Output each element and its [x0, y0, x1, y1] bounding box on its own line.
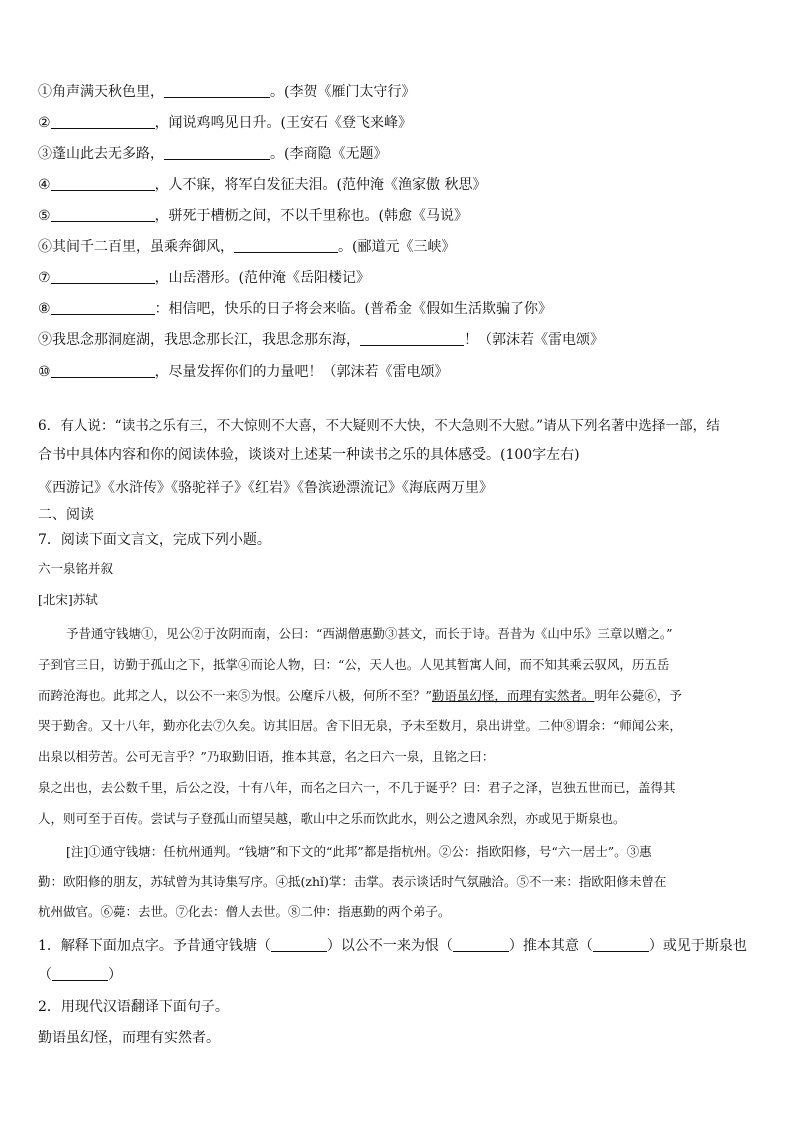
- answer-blank[interactable]: [51, 269, 155, 284]
- poem-line-3: [38, 144, 764, 164]
- answer-blank[interactable]: [234, 238, 338, 253]
- passage-line: 泉之出也，去公数千里，后公之没，十有八年，而名之曰六一，不几于诞乎？曰：君子之泽，岂独五世而已，盖得其: [38, 780, 676, 795]
- subq1-text: ）: [108, 967, 122, 983]
- passage-line: 出泉以相劳苦。公可无言乎？”乃取勤旧语，推本其意，名之曰六一泉，且铭之曰：: [38, 749, 495, 764]
- poem-line-6: [38, 237, 764, 257]
- passage-text: 而跨沧海也。此邦之人，以公不一来⑤为恨。公麾斥八极，何所不至？”: [38, 688, 432, 703]
- subq1-text: （: [38, 967, 52, 983]
- answer-blank[interactable]: [51, 114, 155, 129]
- poem-text: ⑩: [38, 364, 51, 380]
- poem-source: ，人不寐，将军白发征夫泪。(范仲淹《渔家傲 秋思》: [154, 177, 487, 193]
- poem-text: ①角声满天秋色里，: [38, 84, 164, 100]
- poem-source: ！（郭沫若《雷电颂》: [464, 332, 604, 348]
- passage-title: 六一泉铭并叙: [38, 561, 114, 576]
- answer-blank[interactable]: [52, 966, 108, 981]
- poem-line-8: [38, 299, 764, 319]
- subq2-sentence: 勤语虽幻怪，而理有实然者。: [38, 1030, 220, 1046]
- subq1-text: 1．解释下面加点字。予昔通守钱塘（: [38, 938, 271, 954]
- poem-source: 。(李商隐《无题》: [270, 146, 388, 162]
- poem-source: ，尽量发挥你们的力量吧！（郭沫若《雷电颂》: [154, 364, 449, 380]
- note-line: [注]①通守钱塘：任杭州通判。“钱塘”和下文的“此邦”都是指杭州。②公：指欧阳修，号“六一居士”。③惠: [66, 844, 652, 859]
- poem-text: ②: [38, 115, 51, 131]
- subq1-text: ）或见于斯泉也: [648, 938, 747, 954]
- poem-text: ⑦: [38, 270, 51, 286]
- passage-text: 明年公薨⑥，予: [594, 688, 682, 703]
- poem-source: ，闻说鸡鸣见日升。(王安石《登飞来峰》: [154, 115, 413, 131]
- section-heading: 二、阅读: [38, 507, 94, 523]
- answer-blank[interactable]: [271, 937, 327, 952]
- answer-blank[interactable]: [593, 937, 649, 952]
- passage-line: 人，则可至于百传。尝试与子登孤山而望吴越，歌山中之乐而饮此水，则公之遗风余烈，亦或见于斯泉也。: [38, 811, 626, 826]
- poem-line-4: [38, 175, 764, 195]
- answer-blank[interactable]: [51, 176, 155, 191]
- subq1-line-2: [38, 965, 764, 985]
- answer-blank[interactable]: [164, 145, 270, 160]
- poem-text: ⑤: [38, 208, 51, 224]
- poem-text: ③蓬山此去无多路，: [38, 146, 164, 162]
- passage-line: 哭于勤舍。又十八年，勤亦化去⑦久矣。访其旧居。舍下旧无泉，予未至数月，泉出讲堂。二仲⑧谓余：“师闻公来，: [38, 718, 682, 733]
- subq1-line-1: [38, 936, 764, 956]
- answer-blank[interactable]: [51, 207, 155, 222]
- poem-source: 。(郦道元《三峡》: [338, 239, 456, 255]
- q7-instruction: 7．阅读下面文言文，完成下列小题。: [38, 532, 271, 548]
- poem-source: ：相信吧，快乐的日子将会来临。(普希金《假如生活欺骗了你》: [154, 301, 553, 317]
- answer-blank[interactable]: [453, 937, 509, 952]
- poem-line-2: [38, 113, 764, 133]
- subq1-text: ）以公不一来为恨（: [326, 938, 453, 954]
- poem-text: ⑥其间千二百里，虽乘奔御风，: [38, 239, 234, 255]
- poem-source: ，山岳潜形。(范仲淹《岳阳楼记》: [154, 270, 371, 286]
- q6-books: 《西游记》《水浒传》《骆驼祥子》《红岩》《鲁滨逊漂流记》《海底两万里》: [38, 480, 493, 496]
- note-line: 杭州做官。⑥薨：去世。⑦化去：僧人去世。⑧二仲：指惠勤的两个弟子。: [38, 904, 451, 919]
- answer-blank[interactable]: [51, 363, 155, 378]
- poem-line-5: [38, 206, 764, 226]
- q6-line-1: 6．有人说：“读书之乐有三，不大惊则不大喜，不大疑则不大快，不大急则不大慰。”请从下列名著中选择一部，结: [38, 418, 720, 434]
- passage-line: [38, 686, 764, 706]
- subq2-question: 2．用现代汉语翻译下面句子。: [38, 999, 229, 1015]
- answer-blank[interactable]: [51, 300, 155, 315]
- poem-text: ⑨我思念那洞庭湖，我思念那长江，我思念那东海，: [38, 332, 360, 348]
- poem-line-9: [38, 330, 764, 350]
- q6-line-2: 合书中具体内容和你的阅读体验，谈谈对上述某一种读书之乐的具体感受。(100字左右): [38, 447, 580, 463]
- passage-line: 子到官三日，访勤于孤山之下，抵掌④而论人物，曰：“公，天人也。人见其暂寓人间，而不知其乘云驭风，历五岳: [38, 657, 670, 672]
- note-line: 勤：欧阳修的朋友，苏轼曾为其诗集写序。④抵(zhǐ)掌：击掌。表示谈话时气氛融洽。⑤不一来：指欧阳修未曾在: [38, 874, 667, 889]
- underlined-sentence: 勤语虽幻怪，而理有实然者。: [431, 688, 595, 703]
- answer-blank[interactable]: [360, 331, 464, 346]
- passage-author: [北宋]苏轼: [38, 592, 98, 607]
- passage-line: 予昔通守钱塘①，见公②于汝阴而南，公曰：“西湖僧惠勤③甚文，而长于诗。吾昔为《山中乐》三章以赠之。”: [66, 626, 673, 641]
- poem-text: ⑧: [38, 301, 51, 317]
- poem-text: ④: [38, 177, 51, 193]
- poem-source: 。(李贺《雁门太守行》: [270, 84, 416, 100]
- poem-source: ，骈死于槽枥之间，不以千里称也。(韩愈《马说》: [154, 208, 469, 224]
- subq1-text: ）推本其意（: [508, 938, 593, 954]
- poem-line-7: [38, 268, 764, 288]
- answer-blank[interactable]: [164, 83, 270, 98]
- poem-line-1: [38, 82, 764, 102]
- poem-line-10: [38, 362, 764, 382]
